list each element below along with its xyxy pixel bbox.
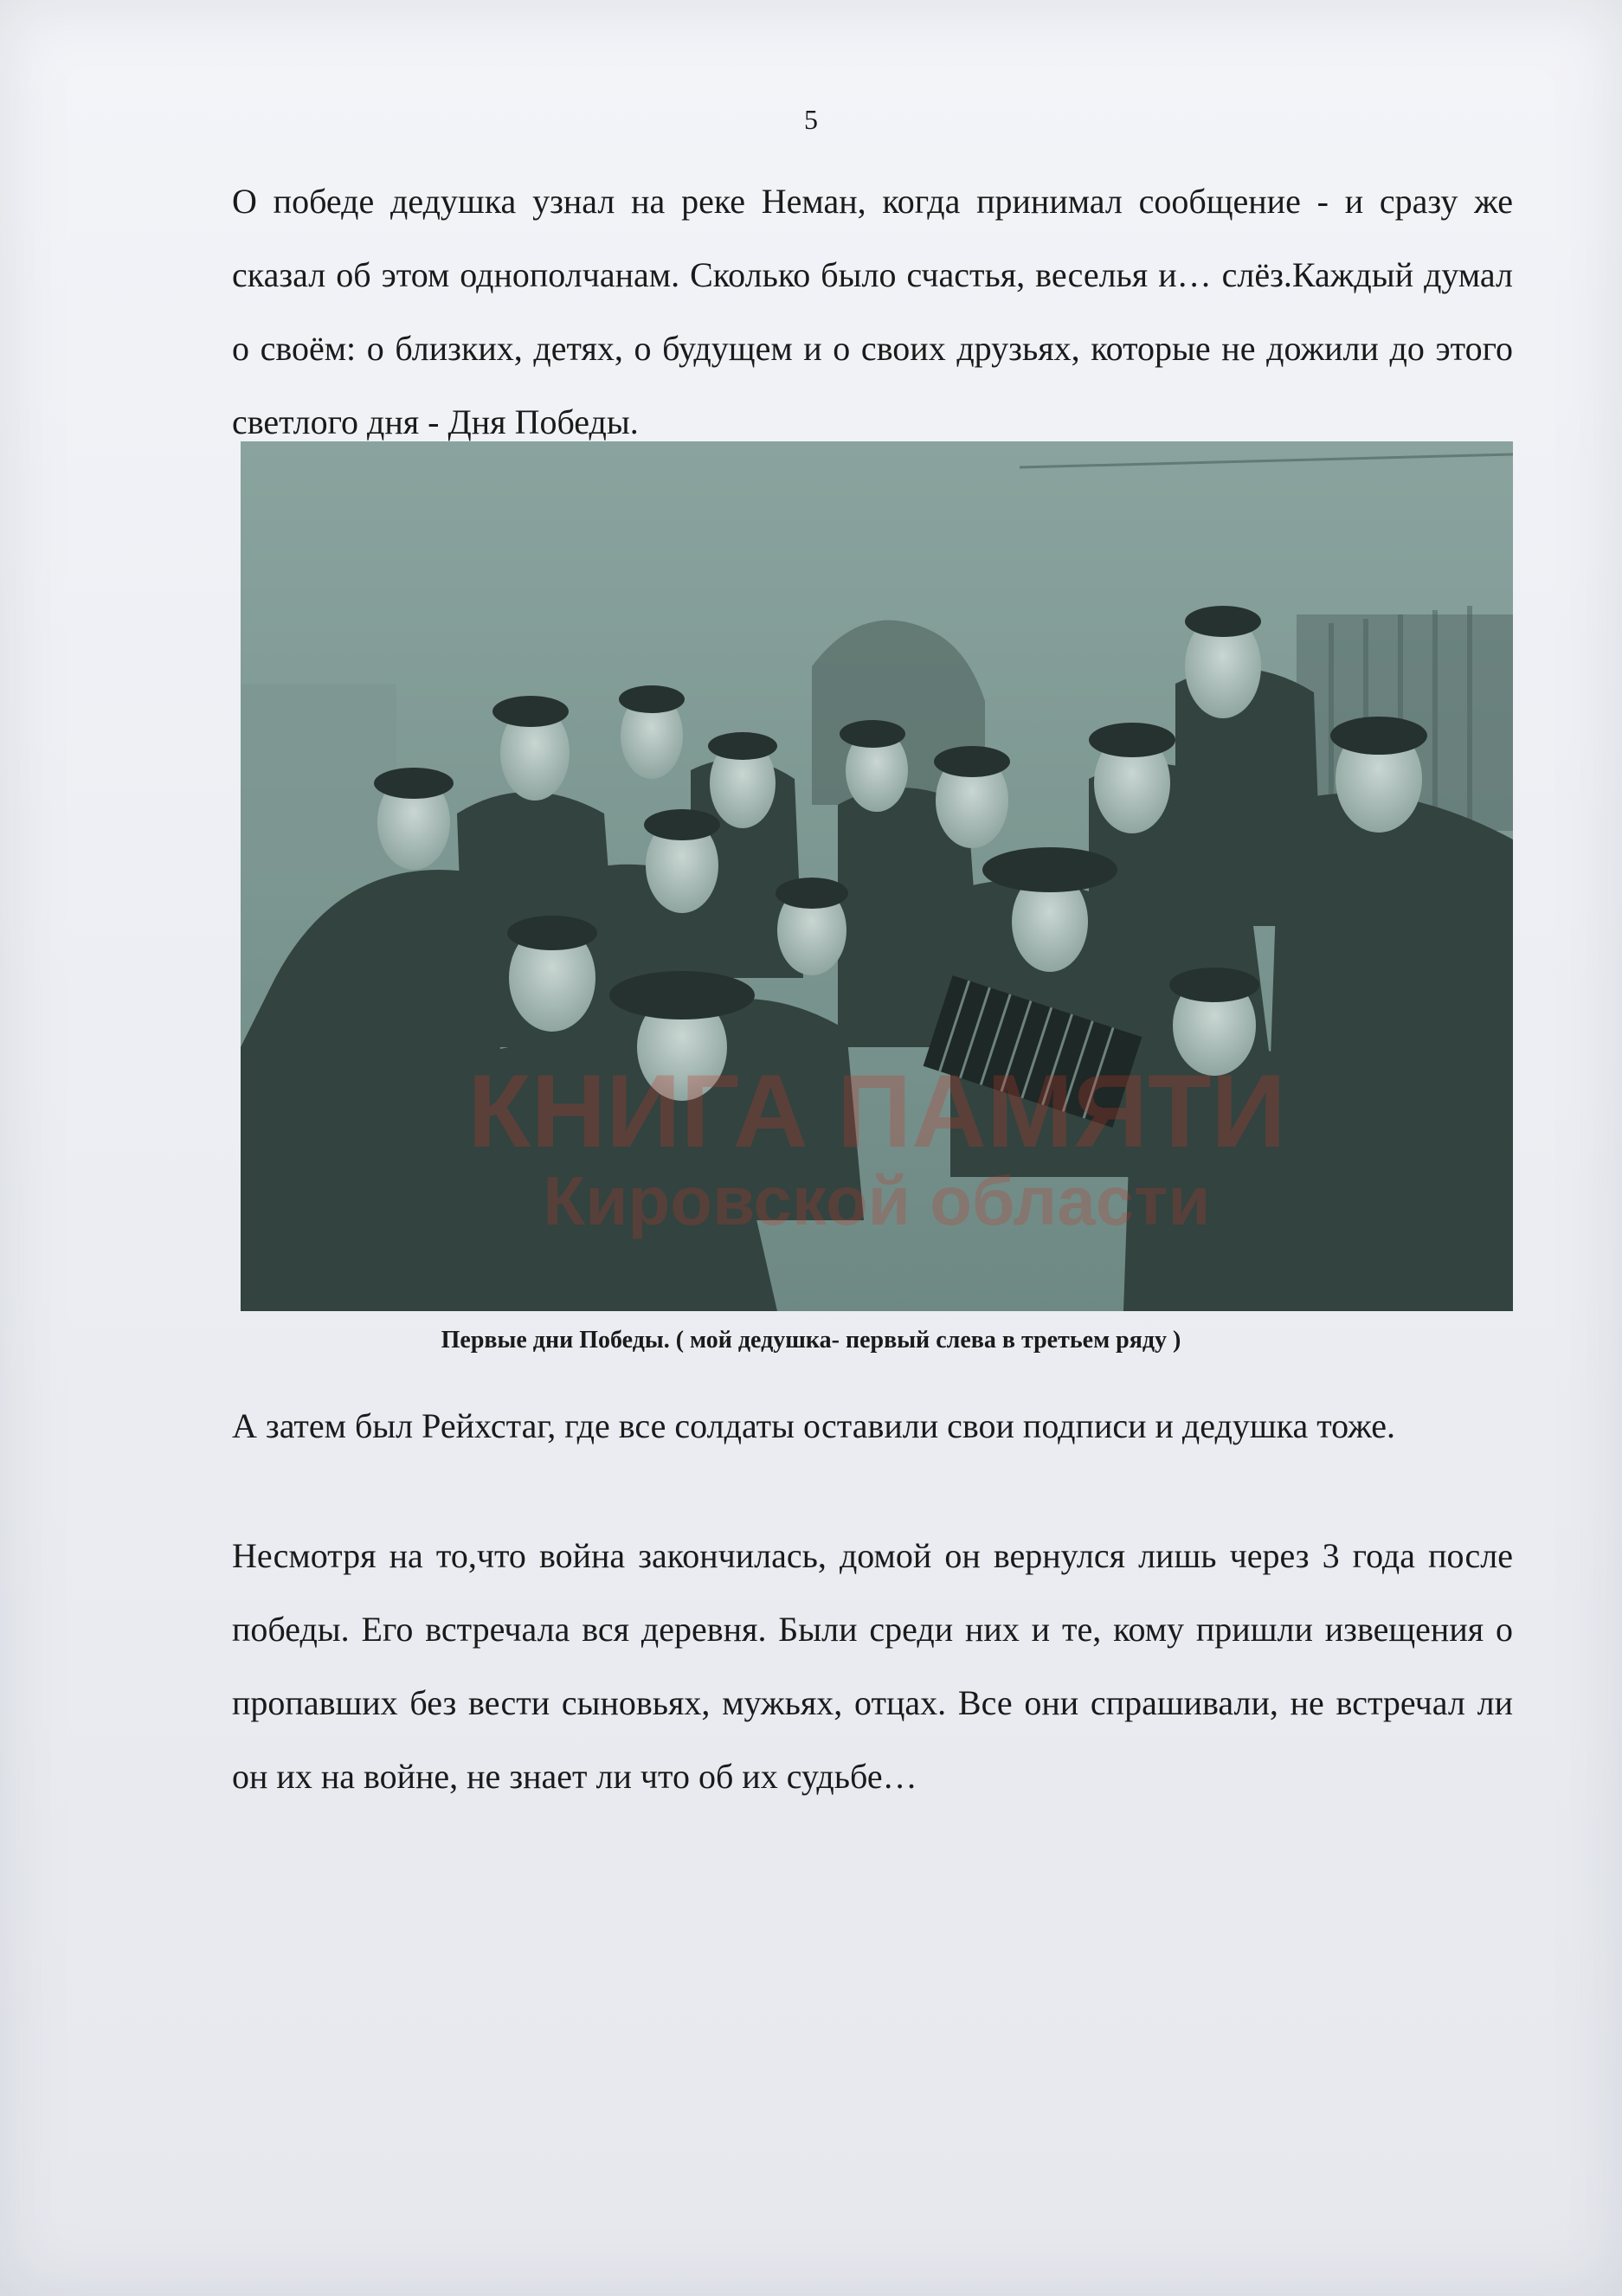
paragraph-return-home: Несмотря на то,что война закончилась, домой он вернулся лишь через 3 года после победы. Его встречала вся деревня. Были среди них и те, кому пришли извещения о пропавших без вести сыновьях, мужьях, отцах. Все они спрашивали, не встречал ли он их на войне, не знает ли что об их судьбе… <box>232 1536 1513 1796</box>
group-photo <box>241 441 1513 1311</box>
watermark-line2: Кировской области <box>543 1162 1211 1239</box>
paragraph-victory-news: О победе дедушка узнал на реке Неман, когда принимал сообщение - и сразу же сказал об этом однополчанам. Сколько было счастья, веселья и… слёз.Каждый думал о своём: о близких, детях, о будущем и о своих друзьях, которые не дожили до этого светлого дня - Дня Победы. <box>232 182 1513 441</box>
paragraph-reichstag: А затем был Рейхстаг, где все солдаты оставили свои подписи и дедушка тоже. <box>232 1406 1396 1445</box>
watermark-line1: КНИГА ПАМЯТИ <box>467 1053 1286 1169</box>
page-number: 5 <box>804 104 818 135</box>
photo-caption: Первые дни Победы. ( мой дедушка- первый слева в третьем ряду ) <box>441 1327 1181 1354</box>
group-photo-image <box>241 441 1513 1311</box>
